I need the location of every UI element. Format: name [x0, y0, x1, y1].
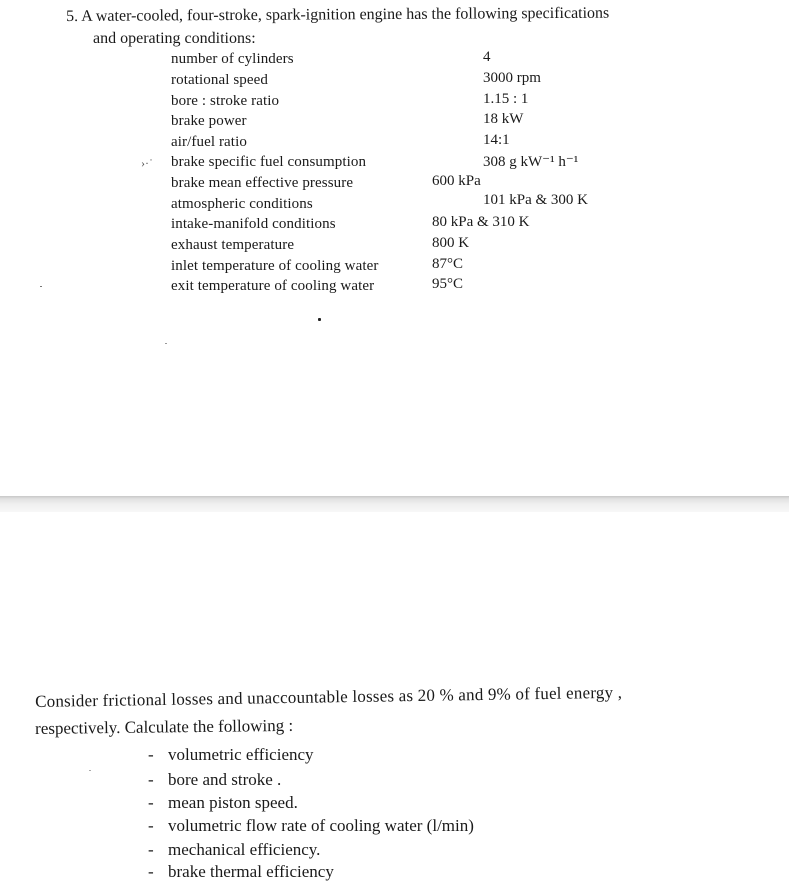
task-item [148, 816, 474, 836]
spec-value-air-fuel: 14:1 [483, 132, 510, 148]
scan-speck [318, 318, 321, 321]
task-label: mean piston speed. [168, 793, 298, 812]
instructions-line1: Consider frictional losses and unaccountable losses as 20 % and 9% of fuel energy , [35, 682, 623, 711]
margin-mark: ›·˙ [141, 156, 153, 170]
spec-label-air-fuel: air/fuel ratio [171, 134, 247, 150]
spec-label-cylinders: number of cylinders [171, 51, 294, 67]
spec-value-inlet-water: 87°C [432, 256, 464, 272]
page-divider [0, 496, 789, 512]
spec-value-exit-water: 95°C [432, 276, 464, 292]
task-bullet: - [148, 840, 154, 859]
task-bullet: - [148, 793, 154, 812]
task-item [148, 770, 281, 790]
spec-value-bmep: 600 kPa [432, 173, 481, 189]
spec-value-brake-power: 18 kW [483, 111, 524, 127]
instructions-line2: respectively. Calculate the following : [35, 715, 294, 738]
spec-value-intake: 80 kPa & 310 K [432, 214, 530, 230]
task-label: brake thermal efficiency [168, 862, 334, 881]
task-bullet: - [148, 862, 154, 881]
spec-label-brake-power: brake power [171, 113, 247, 129]
spec-value-bore-stroke: 1.15 : 1 [483, 91, 529, 107]
scan-speck [40, 286, 42, 287]
spec-value-exhaust: 800 K [432, 235, 470, 251]
spec-value-atmospheric: 101 kPa & 300 K [483, 192, 588, 208]
scan-speck [165, 343, 167, 344]
task-label: volumetric efficiency [168, 745, 314, 764]
task-label: bore and stroke . [168, 770, 282, 789]
task-item [148, 745, 314, 765]
task-item [148, 862, 334, 882]
task-item [148, 840, 320, 860]
task-label: mechanical efficiency. [168, 840, 321, 859]
spec-value-bsfc: 308 g kW⁻¹ h⁻¹ [483, 154, 579, 170]
spec-label-speed: rotational speed [171, 72, 268, 88]
spec-label-exit-water: exit temperature of cooling water [171, 278, 375, 294]
task-label: volumetric flow rate of cooling water (l/min) [168, 816, 474, 835]
spec-label-bmep: brake mean effective pressure [171, 175, 354, 191]
problem-title: 5. A water-cooled, four-stroke, spark-ignition engine has the following specifications [66, 4, 610, 25]
task-bullet: - [148, 770, 154, 789]
task-bullet: - [148, 816, 154, 835]
problem-title-continued: and operating conditions: [93, 30, 256, 47]
task-bullet: - [148, 745, 154, 764]
spec-label-exhaust: exhaust temperature [171, 237, 295, 253]
task-item [148, 793, 298, 813]
spec-label-intake: intake-manifold conditions [171, 216, 336, 232]
spec-label-atmospheric: atmospheric conditions [171, 196, 313, 212]
spec-label-bsfc: brake specific fuel consumption [171, 154, 367, 170]
spec-label-bore-stroke: bore : stroke ratio [171, 93, 280, 109]
spec-value-cylinders: 4 [483, 49, 491, 65]
scan-speck [89, 770, 91, 771]
spec-label-inlet-water: inlet temperature of cooling water [171, 258, 379, 274]
spec-value-speed: 3000 rpm [483, 70, 541, 86]
